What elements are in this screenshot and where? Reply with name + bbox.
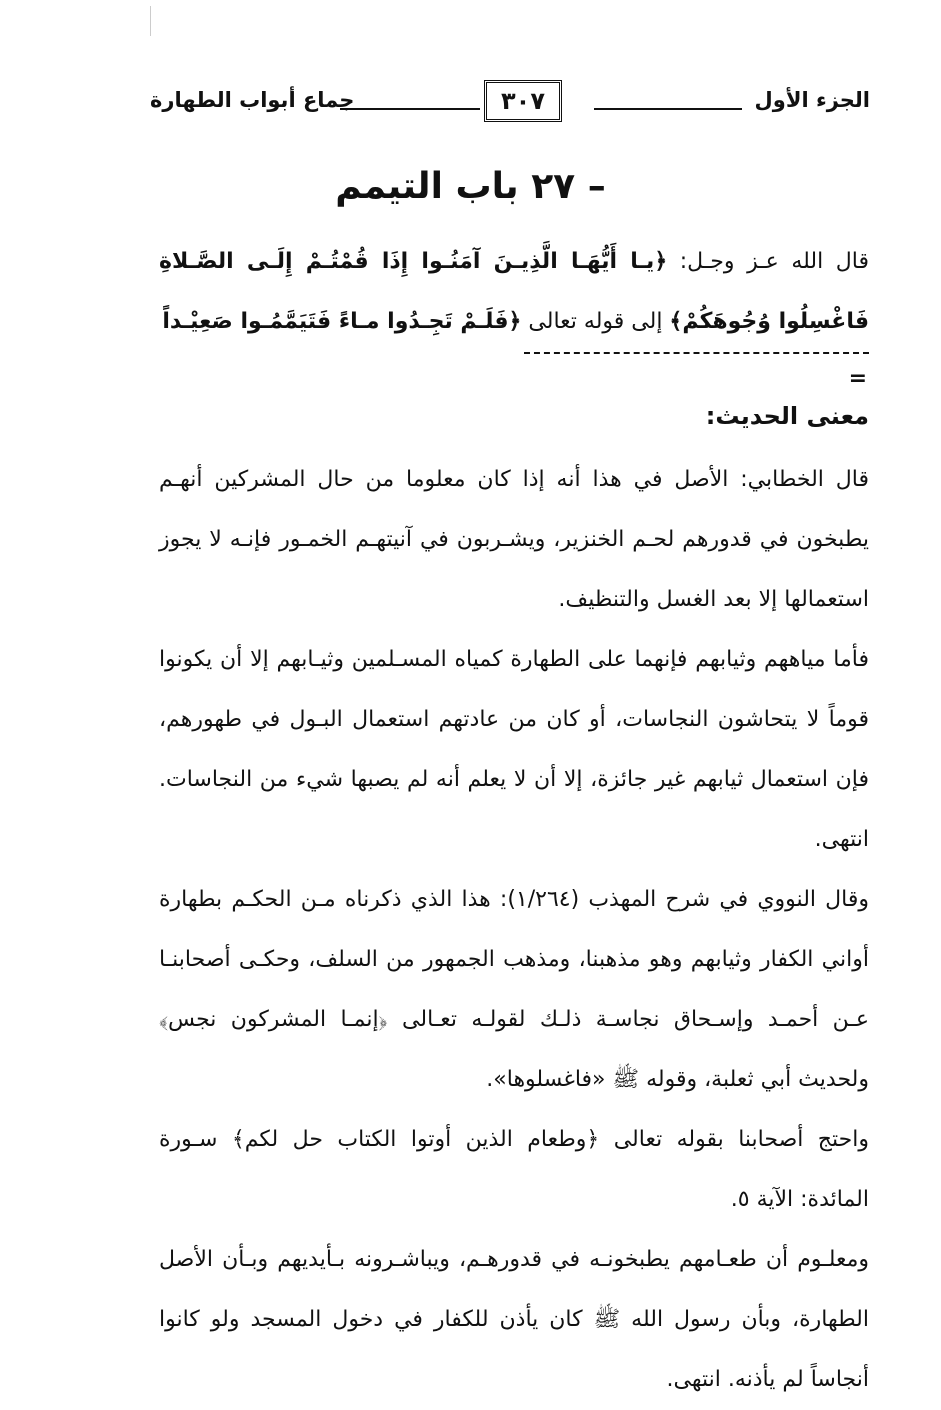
chapter-title-text: باب التيمم [335, 166, 519, 207]
verse-intro: قال الله عـز وجـل: [667, 249, 869, 274]
paragraph-khattabi: قال الخطابي: الأصل في هذا أنه إذا كان معلوما من حال المشركين أنهـم يطبخون في قدورهم لحـم الخنزير، ويشـربون في آنيتهـم الخمـور فإنـه لا يجوز استعمالها إلا بعد الغسل والتنظيف. [159, 467, 869, 612]
page-number: ٣٠٧ [484, 80, 562, 122]
chapter-title [0, 166, 941, 207]
main-text [159, 450, 869, 1410]
paragraph-waters: فأما مياههم وثيابهم فإنهما على الطهارة كمياه المسـلمين وثيـابهم إلا أن يكونوا قوماً لا يتحاشون النجاسات، أو كان من عادتهم استعمال البـول في طهورهم، فإن استعمال ثيابهم غير جائزة، إلا أن لا يعلم أنه لم يصبها شيء من النجاسات. انتهى. [159, 647, 869, 852]
verse-middle: إلى قوله تعالى [521, 309, 670, 334]
paragraph-argument: واحتج أصحابنا بقوله تعالى ﴿وطعام الذين أوتوا الكتاب حل لكم﴾ سـورة المائدة: الآية ٥. [159, 1127, 869, 1212]
verse-block [159, 232, 869, 352]
header-rule-left [340, 108, 480, 110]
verse-quote-1: ﴿يـا أَيُّهَـا الَّذِيـنَ آمَنُـوا إِذَا قُمْتُـمْ إِلَـى الصَّـلاةِ فَاغْسِلُوا وُجُوهَكُمْ﴾ [159, 249, 869, 334]
chapter-number: ٢٧ – [531, 166, 606, 207]
paragraph-nawawi: وقال النووي في شرح المهذب (١/٢٦٤): هذا الذي ذكرناه مـن الحكـم بطهارة أواني الكفار وثيابهم وهو مذهبنا، ومذهب الجمهور من السلف، وحكـى أصحابنـا عـن أحمـد وإسـحاق نجاسـة ذلـك لقولـه تعـالى ﴿إنمـا المشركون نجس﴾ ولحديث أبي ثعلبة، وقوله ﷺ «فاغسلوها». [159, 887, 869, 1092]
verse-quote-2: ﴿فَلَـمْ تَجِـدُوا مـاءً فَتَيَمَّمُـوا صَعِيْـداً [162, 309, 522, 334]
running-header [150, 80, 870, 128]
scan-mark [150, 6, 151, 36]
paragraph-conclusion: ومعلـوم أن طعـامهم يطبخونـه في قدورهـم، ويباشـرونه بـأيديهم وبـأن الأصل الطهارة، وبأن رسول الله ﷺ كان يأذن للكفار في دخول المسجد ولو كانوا أنجاساً لم يأذنه. انتهى. [159, 1247, 869, 1392]
section-title: معنى الحديث: [705, 402, 869, 430]
header-chapter: جماع أبواب الطهارة [150, 88, 355, 112]
continuation-mark: = [848, 366, 867, 391]
footnote-divider [524, 352, 869, 354]
header-rule-right [594, 108, 742, 110]
header-volume: الجزء الأول [754, 88, 870, 112]
